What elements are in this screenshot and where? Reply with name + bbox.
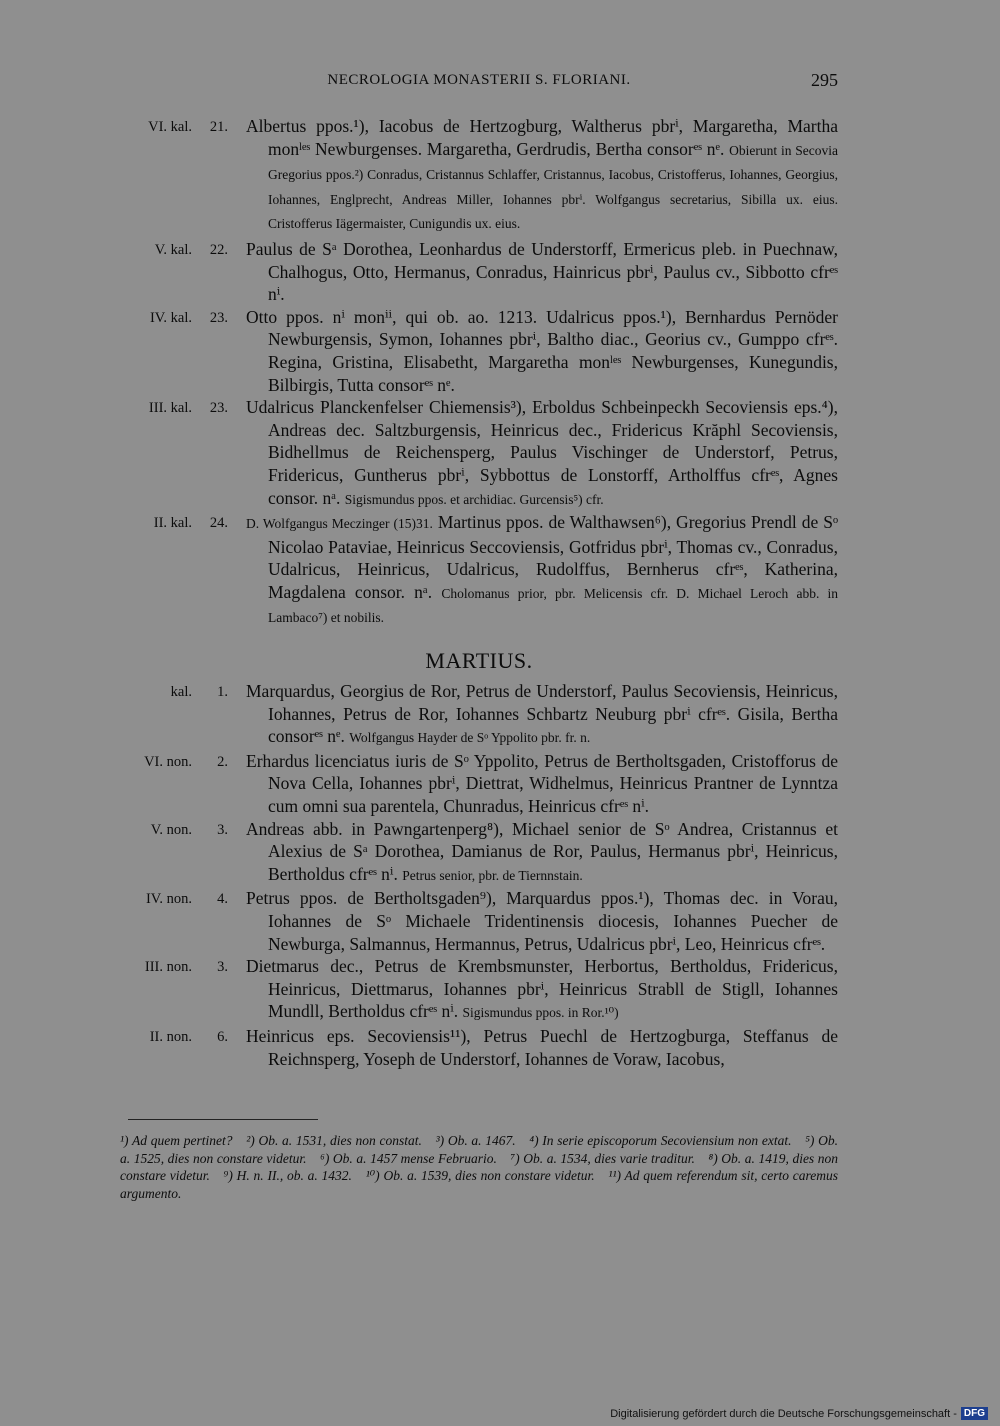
- entry-main-text: Dietmarus dec., Petrus de Krembsmunster, Herbortus, Bertholdus, Fridericus, Heinricus, Diettmarus, Iohannes pbrⁱ, Heinricus Strabll de Stigll, Iohannes Mundll, Bertholdus cfrᵉˢ nⁱ.: [246, 956, 838, 1022]
- entry-main-text: Martinus ppos. de Walthawsen⁶), Gregorius Prendl de Sᵒ Nicolao Pataviae, Heinricus Seccoviensis, Gotfridus pbrⁱ, Thomas cv., Conradus, Udalricus, Heinricus, Udalricus, Rudolffus, Bernherus cfrᵉˢ, Katherina, Magdalena consor. nᵃ.: [268, 512, 839, 602]
- page-number: 295: [811, 70, 838, 90]
- list-item: [120, 1025, 838, 1070]
- entry-text: [246, 396, 838, 511]
- month-heading: MARTIUS.: [425, 648, 533, 673]
- footnote: ⁵) Ob. a. 1525, dies non constare videtur.: [120, 1133, 839, 1166]
- entry-main-text: Albertus ppos.¹), Iacobus de Hertzogburg, Waltherus pbrⁱ, Margaretha, Martha monˡᵉˢ Newburgenses. Margaretha, Gerdrudis, Bertha consorᵉˢ nᵉ.: [246, 116, 838, 159]
- entry-main-text: Otto ppos. nⁱ monⁱⁱ, qui ob. ao. 1213. Udalricus ppos.¹), Bernhardus Pernöder Newburgensis, Symon, Iohannes pbrⁱ, Baltho diac., Georius cv., Gumppo cfrᵉˢ. Regina, Gristina, Elisabetht, Margaretha monˡᵉˢ Newburgenses, Kunegundis, Bilbirgis, Tutta consorᵉˢ nᵉ.: [246, 306, 838, 395]
- entry-small-text: Obierunt in Secovia Gregorius ppos.²) Conradus, Cristannus Schlaffer, Cristannus, Iacobus, Cristofferus, Iohannes, Georgius, Iohannes, Englprecht, Andreas Miller, Iohannes pbrⁱ. Wolfgangus secretarius, Sibilla ux. eius. Cristofferus Iägermaister, Cunigundis ux. eius.: [268, 142, 838, 232]
- entry-text: [246, 750, 838, 818]
- entry-label: kal.: [170, 684, 192, 700]
- entry-label: II. kal.: [153, 515, 192, 532]
- entry-text: [246, 955, 838, 1025]
- entry-main-text: Petrus ppos. de Bertholtsgaden⁹), Marquardus ppos.¹), Thomas dec. in Vorau, Iohannes de Sᵒ Michaele Tridentinensis diocesis, Iohannes Puecher de Newburga, Salmannus, Hermannus, Petrus, Udalricus pbrⁱ, Leo, Heinricus cfrᵉˢ.: [246, 888, 838, 954]
- entry-label: IV. kal.: [149, 309, 192, 326]
- list-item: [120, 887, 838, 955]
- entry-label: III. non.: [144, 959, 192, 976]
- entry-main-text: Heinricus eps. Secoviensis¹¹), Petrus Puechl de Hertzogburga, Steffanus de Reichnsperg, Yoseph de Understorf, Iohannes de Voraw, Iacobus,: [246, 1025, 838, 1069]
- entry-label: VI. kal.: [148, 119, 192, 135]
- entry-main-text: Marquardus, Georgius de Ror, Petrus de Understorf, Paulus Secoviensis, Heinricus, Iohannes, Petrus de Ror, Iohannes Schbartz Neuburg pbrⁱ cfrᵉˢ. Gisila, Bertha consorᵉˢ nᵉ.: [246, 681, 838, 747]
- entry-text: [246, 238, 838, 306]
- entry-small-text: Cholomanus prior, pbr. Melicensis cfr. D. Michael Leroch abb. in Lambaco⁷) et nobilis.: [268, 585, 839, 626]
- entry-text: [246, 1025, 838, 1070]
- footnote-divider: [128, 1119, 318, 1120]
- footnote: ⁸) Ob. a. 1419, dies non constare videtur.: [120, 1150, 839, 1183]
- entry-label: V. non.: [150, 821, 192, 838]
- entry-day: 24.: [209, 515, 228, 532]
- footnote: ¹⁰) Ob. a. 1539, dies non constare videtur.: [365, 1168, 595, 1183]
- list-item: [120, 750, 838, 818]
- list-item: [120, 115, 838, 236]
- entry-day: 21.: [209, 119, 228, 135]
- entry-text: [246, 887, 838, 955]
- entry-day: 22.: [209, 241, 228, 258]
- entry-small-text: Sigismundus ppos. in Ror.¹⁰): [462, 1005, 619, 1021]
- list-item: [120, 680, 838, 750]
- footnote: ³) Ob. a. 1467.: [435, 1133, 516, 1148]
- footnote: ²) Ob. a. 1531, dies non constat.: [246, 1133, 422, 1148]
- entry-label: V. kal.: [154, 241, 192, 258]
- entry-day: 23.: [209, 400, 228, 417]
- entry-main-text: Udalricus Planckenfelser Chiemensis³), Erboldus Schbeinpeckh Secoviensis eps.⁴), Andreas dec. Saltzburgensis, Heinricus dec., Fridericus Krăphl Secoviensis, Bidhellmus de Reichensperg, Paulus Vischinger de Understorf, Petrus, Fridericus, Guntherus pbrⁱ, Sybbottus de Lonstorff, Artholffus cfrᵉˢ, Agnes consor. nᵃ.: [246, 397, 838, 508]
- footnote: ⁴) In serie episcoporum Secoviensium non extat.: [529, 1133, 792, 1148]
- footnote: ⁹) H. n. II., ob. a. 1432.: [223, 1168, 352, 1183]
- entry-text: [246, 511, 839, 630]
- list-item: [120, 396, 838, 511]
- entry-day: 1.: [217, 684, 228, 700]
- footnote: ¹) Ad quem pertinet?: [120, 1133, 233, 1148]
- list-item: [120, 306, 838, 396]
- entry-text: [246, 818, 838, 888]
- entry-label: VI. non.: [144, 753, 192, 770]
- entry-small-text: Wolfgangus Hayder de Sᵒ Yppolito pbr. fr. n.: [349, 730, 591, 746]
- running-header: [120, 72, 838, 100]
- entry-text: [246, 306, 838, 396]
- list-item: [120, 955, 838, 1025]
- list-item: [120, 818, 838, 888]
- entry-day: 2.: [217, 753, 228, 770]
- entry-small-text: Petrus senior, pbr. de Tiernnstain.: [402, 867, 583, 883]
- running-title: NECROLOGIA MONASTERII S. FLORIANI.: [327, 72, 631, 88]
- entry-label: II. non.: [149, 1028, 192, 1045]
- funding-credit-text: Digitalisierung gefördert durch die Deutsche Forschungsgemeinschaft -: [610, 1407, 957, 1420]
- list-item: [120, 238, 838, 306]
- entry-day: 3.: [217, 821, 228, 838]
- dfg-logo: DFG: [961, 1407, 988, 1420]
- entry-main-text: Paulus de Sᵃ Dorothea, Leonhardus de Understorff, Ermericus pleb. in Puechnaw, Chalhogus, Otto, Hermanus, Conradus, Hainricus pbrⁱ, Paulus cv., Sibbotto cfrᵉˢ nⁱ.: [246, 238, 838, 305]
- entry-day: 4.: [217, 891, 228, 908]
- list-item: [120, 511, 838, 630]
- entry-day: 23.: [209, 309, 228, 326]
- entry-label: III. kal.: [148, 400, 192, 417]
- entry-small-lead: D. Wolfgangus Meczinger (15)31.: [246, 516, 433, 532]
- entry-day: 6.: [217, 1028, 228, 1045]
- entry-small-text: Sigismundus ppos. et archidiac. Gurcensis⁵) cfr.: [344, 491, 604, 507]
- march-entries: [120, 680, 838, 1070]
- footnote: ¹¹) Ad quem referendum sit, certo caremus argumento.: [120, 1168, 838, 1201]
- footnote: ⁷) Ob. a. 1534, dies varie traditur.: [510, 1150, 695, 1166]
- entry-main-text: Andreas abb. in Pawngartenperg⁸), Michael senior de Sᵒ Andrea, Cristannus et Alexius de Sᵃ Dorothea, Damianus de Ror, Paulus, Hermanus pbrⁱ, Heinricus, Bertholdus cfrᵉˢ nⁱ.: [246, 818, 838, 884]
- footnotes: [120, 1132, 838, 1202]
- entry-label: IV. non.: [145, 891, 192, 908]
- entry-main-text: Erhardus licenciatus iuris de Sᵒ Yppolito, Petrus de Bertholtsgaden, Cristofforus de Nova Cella, Iohannes pbrⁱ, Diettrat, Widhelmus, Heinricus Prantner de Lynntza cum omni sua parentela, Chunradus, Heinricus cfrᵉˢ nⁱ.: [246, 750, 838, 816]
- february-entries: [120, 115, 838, 630]
- funding-credit: [610, 1407, 988, 1420]
- footnote: ⁶) Ob. a. 1457 mense Februario.: [320, 1150, 497, 1166]
- entry-day: 3.: [217, 959, 228, 976]
- entry-text: [246, 680, 838, 750]
- entry-text: [246, 115, 838, 236]
